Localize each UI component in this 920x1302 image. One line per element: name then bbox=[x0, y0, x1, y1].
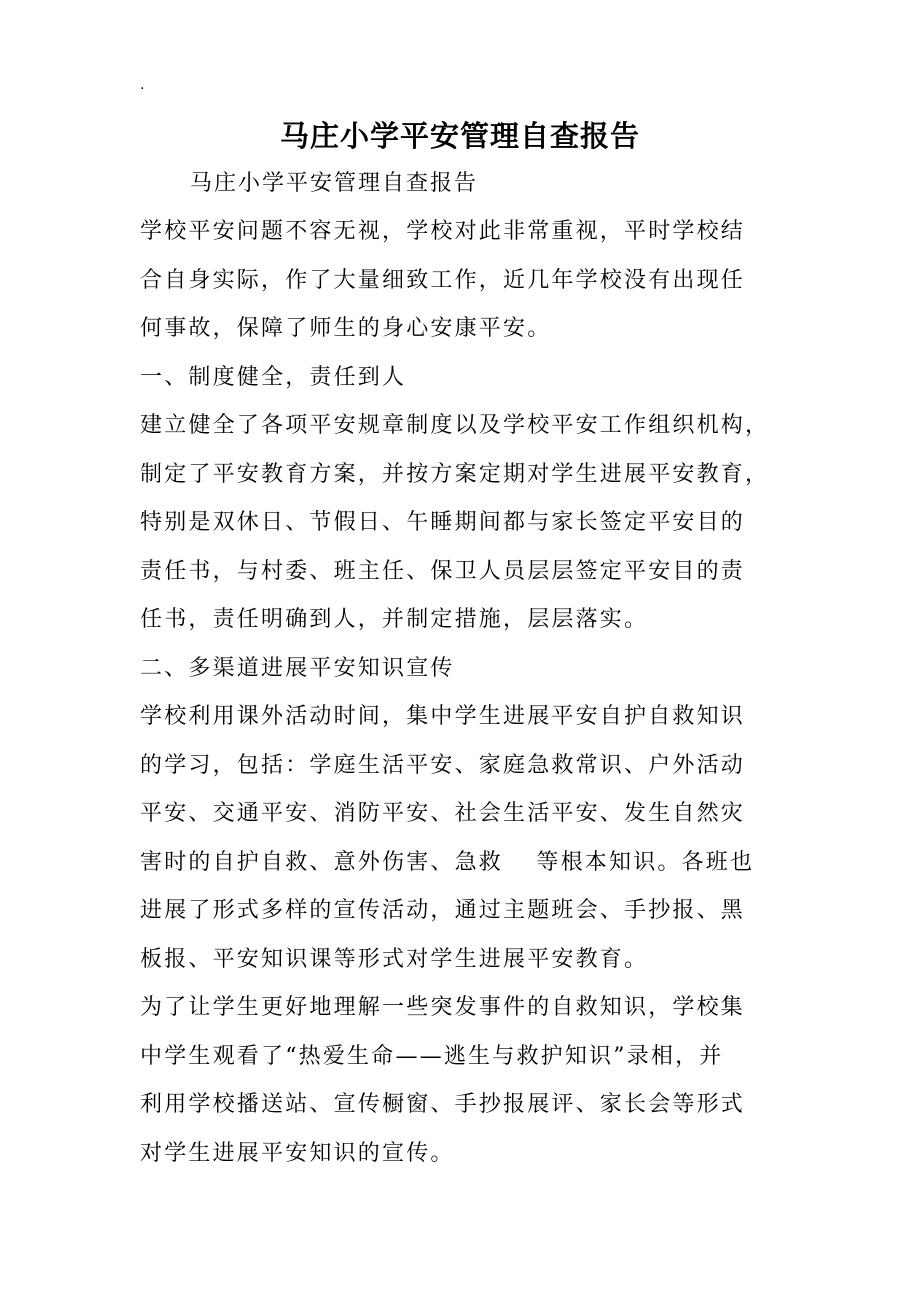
subtitle: 马庄小学平安管理自查报告 bbox=[190, 171, 479, 196]
text-line: 制定了平安教育方案，并按方案定期对学生进展平安教育， bbox=[140, 461, 770, 487]
text-line: 进展了形式多样的宣传活动，通过主题班会、手抄报、黑 bbox=[140, 898, 746, 923]
text-line: 中学生观看了“热爱生命——逃生与救护知识”录相，并 bbox=[140, 1043, 724, 1069]
text-line: 特别是双休日、节假日、午睡期间都与家长签定平安目的 bbox=[140, 510, 746, 535]
text-line: 学校利用课外活动时间，集中学生进展平安自护自救知识 bbox=[140, 704, 746, 729]
page-marker: . bbox=[140, 77, 145, 93]
section-heading: 一、制度健全，责任到人 bbox=[140, 364, 407, 390]
text-line: 害时的自护自救、意外伤害、急救 等根本知识。各班也 bbox=[140, 849, 755, 875]
text-line: 合自身实际，作了大量细致工作，近几年学校没有出现任 bbox=[140, 267, 746, 293]
text-line: 对学生进展平安知识的宣传。 bbox=[140, 1140, 455, 1166]
text-line: 板报、平安知识课等形式对学生进展平安教育。 bbox=[140, 946, 649, 972]
text-line: 平安、交通平安、消防平安、社会生活平安、发生自然灾 bbox=[140, 801, 746, 826]
text-line: 学校平安问题不容无视，学校对此非常重视，平时学校结 bbox=[140, 219, 746, 244]
text-line: 利用学校播送站、宣传橱窗、手抄报展评、家长会等形式 bbox=[140, 1092, 746, 1117]
page-title: 马庄小学平安管理自查报告 bbox=[279, 119, 640, 153]
text-line: 为了让学生更好地理解一些突发事件的自救知识，学校集 bbox=[140, 995, 746, 1020]
text-line: 的学习，包括：学庭生活平安、家庭急救常识、户外活动 bbox=[140, 752, 746, 778]
text-line: 任书，责任明确到人，并制定措施，层层落实。 bbox=[140, 607, 649, 632]
text-line: 何事故，保障了师生的身心安康平安。 bbox=[140, 316, 552, 341]
section-heading: 二、多渠道进展平安知识宣传 bbox=[140, 655, 455, 681]
text-line: 责任书，与村委、班主任、保卫人员层层签定平安目的责 bbox=[140, 558, 746, 584]
text-line: 建立健全了各项平安规章制度以及学校平安工作组织机构， bbox=[140, 413, 770, 438]
body-text bbox=[140, 208, 780, 1178]
